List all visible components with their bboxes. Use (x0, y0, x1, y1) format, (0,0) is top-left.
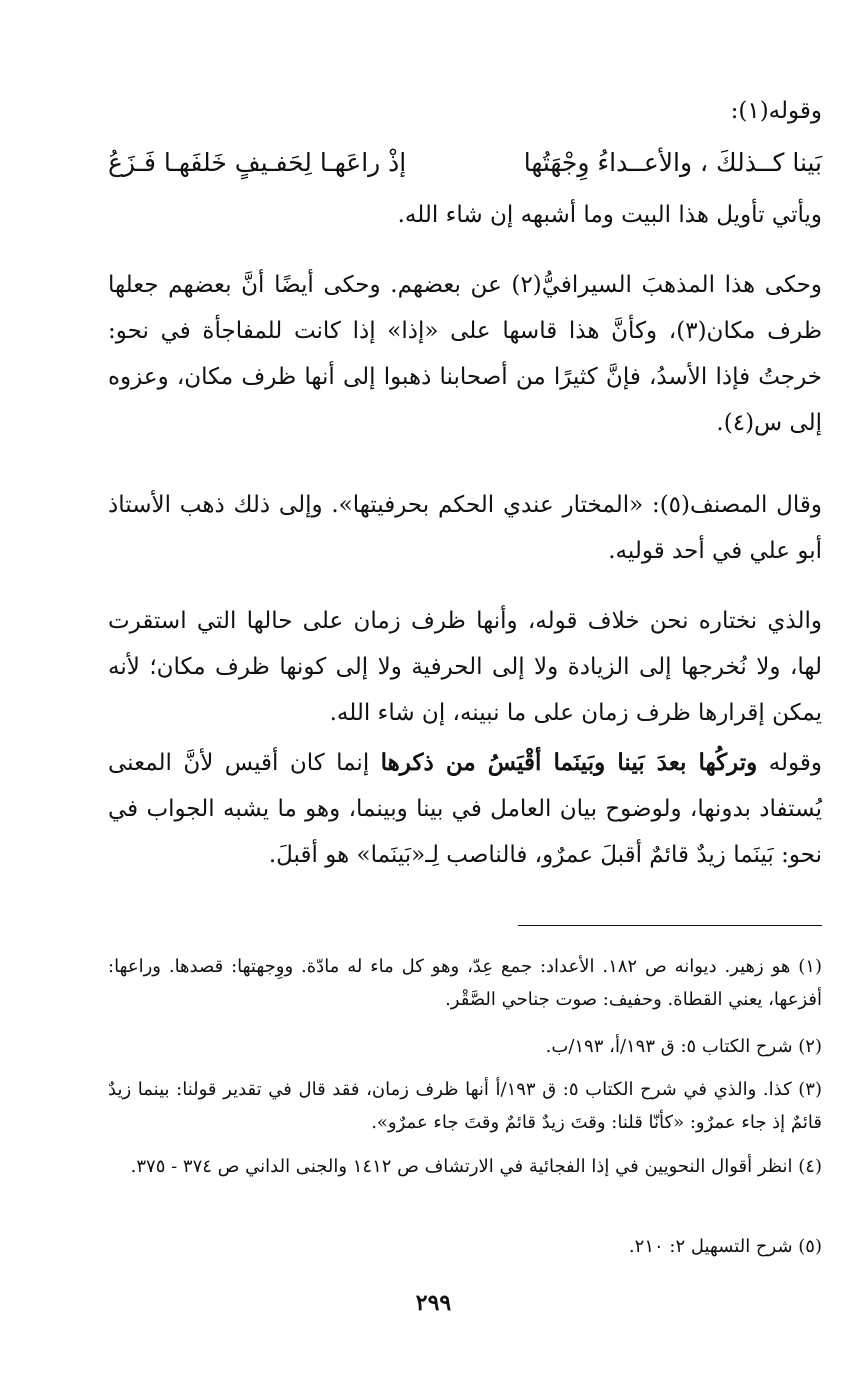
footnote-separator (518, 925, 822, 926)
paragraph-5-lead: وقوله (768, 750, 823, 776)
footnote-4: (٤) انظر أقوال النحويين في إذا الفجائية في الارتشاف ص ١٤١٢ والجنى الداني ص ٣٧٤ - ٣٧٥. (130, 1156, 822, 1177)
footnote-3: (٣) كذا. والذي في شرح الكتاب ٥: ق ١٩٣/أ أنها ظرف زمان، فقد قال في تقدير قولنا: بينما زيدٌ قائمٌ إذ جاء عمرٌو: «كأنّا قلنا: وقتَ زيدٌ قائمٌ وقتَ جاء عمرٌو». (108, 1079, 822, 1133)
paragraph-5-rest: إنما كان أقيس لأنَّ المعنى يُستفاد بدونها، ولوضوح بيان العامل في بينا وبينما، وهو ما يشبه الجواب في نحو: بَينَما زيدٌ قائمٌ أقبلَ عمرٌو، فالناصب لِـ«بَينَما» هو أقبلَ. (108, 750, 822, 868)
footnote-2: (٢) شرح الكتاب ٥: ق ١٩٣/أ، ١٩٣/ب. (545, 1036, 822, 1057)
footnote-5: (٥) شرح التسهيل ٢: ٢١٠. (628, 1236, 822, 1257)
paragraph-1: ويأتي تأويل هذا البيت وما أشبهه إن شاء الله. (397, 202, 822, 228)
verse-first-hemistich: بَينا كــذلكَ ، والأعــداءُ وِجْهَتُها (523, 148, 822, 177)
verse-intro: وقوله(١): (730, 98, 822, 124)
paragraph-3: وقال المصنف(٥): «المختار عندي الحكم بحرفيتها». وإلى ذلك ذهب الأستاذ أبو علي في أحد قوليه. (108, 492, 822, 564)
quoted-phrase: وتركُها بعدَ بَينا وبَينَما أقْيَسُ من ذكرها (380, 749, 758, 776)
poetry-verse (108, 140, 822, 186)
page-number: ٢٩٩ (415, 1290, 452, 1316)
verse-second-hemistich: إذْ راعَهـا لِحَفـيفٍ خَلفَهـا فَـزَعُ (108, 148, 407, 177)
paragraph-2: وحكى هذا المذهبَ السيرافيُّ(٢) عن بعضهم. وحكى أيضًا أنَّ بعضهم جعلها ظرف مكان(٣)، وكأنَّ هذا قاسها على «إذا» إذا كانت للمفاجأة في نحو: خرجتُ فإذا الأسدُ، فإنَّ كثيرًا من أصحابنا ذهبوا إلى أنها ظرف مكان، وعزوه إلى س(٤). (108, 272, 823, 436)
paragraph-5 (108, 740, 822, 878)
footnote-1: (١) هو زهير. ديوانه ص ١٨٢. الأعداد: جمع عِدّ، وهو كل ماء له مادّة. ووِجهتها: قصدها. وراعها: أفزعها، يعني القطاة. وحفيف: صوت جناحي الصَّقْر. (108, 956, 822, 1010)
paragraph-4: والذي نختاره نحن خلاف قوله، وأنها ظرف زمان على حالها التي استقرت لها، ولا نُخرجها إلى الزيادة ولا إلى الحرفية ولا إلى كونها ظرف مكان؛ لأنه يمكن إقرارها ظرف زمان على ما نبينه، إن شاء الله. (108, 608, 822, 726)
